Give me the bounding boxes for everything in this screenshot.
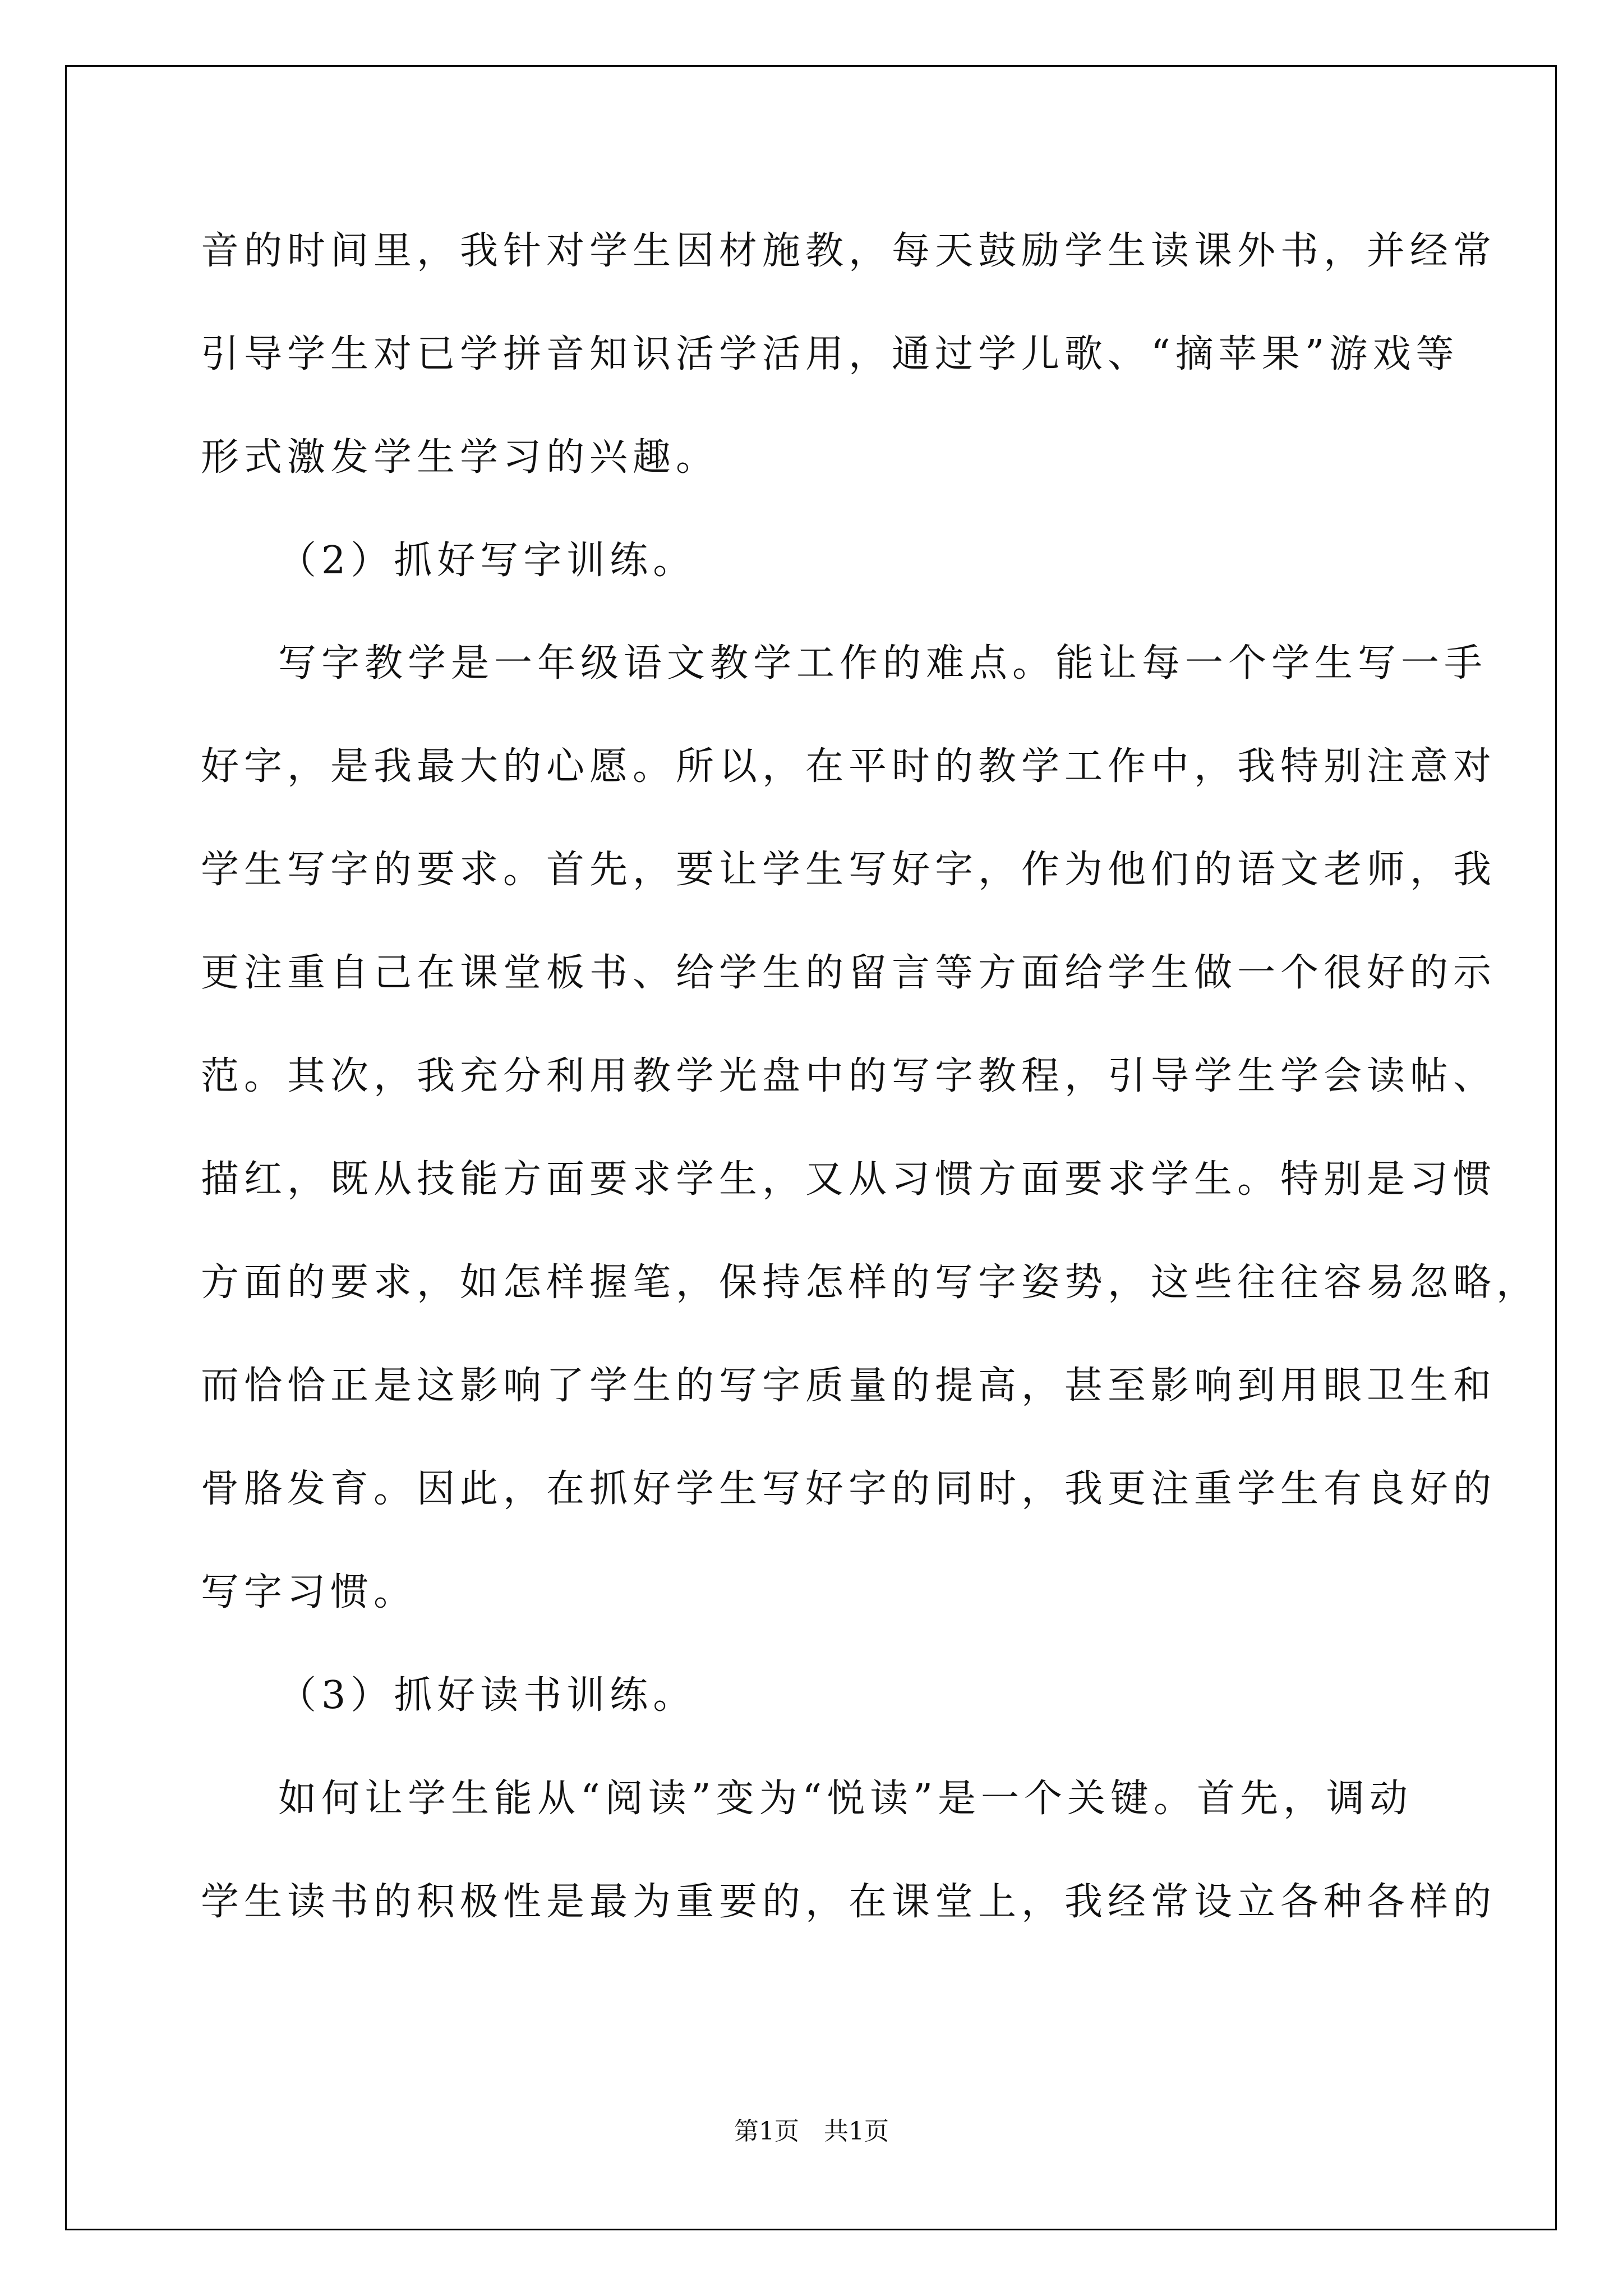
text-line: 方面的要求，如怎样握笔，保持怎样的写字姿势，这些往往容易忽略， (201, 1260, 1540, 1305)
text-line: 形式激发学生学习的兴趣。 (201, 435, 720, 480)
text-line: 学生写字的要求。首先，要让学生写好字，作为他们的语文老师，我 (201, 848, 1497, 892)
section-heading: （2）抓好写字训练。 (278, 539, 697, 583)
text-line: 音的时间里，我针对学生因材施教，每天鼓励学生读课外书，并经常 (201, 229, 1497, 273)
text-line: 描红，既从技能方面要求学生，又从习惯方面要求学生。特别是习惯 (201, 1157, 1497, 1202)
text-line: 写字习惯。 (201, 1570, 417, 1614)
text-line: 好字，是我最大的心愿。所以，在平时的教学工作中，我特别注意对 (201, 744, 1497, 789)
section-heading: （3）抓好读书训练。 (278, 1673, 697, 1718)
text-line: 引导学生对已学拼音知识活学活用，通过学儿歌、“摘苹果”游戏等 (201, 332, 1459, 376)
page-footer: 第1页 共1页 (734, 2117, 889, 2146)
paragraph-first-line: 写字教学是一年级语文教学工作的难点。能让每一个学生写一手 (278, 641, 1488, 685)
text-line: 而恰恰正是这影响了学生的写字质量的提高，甚至影响到用眼卫生和 (201, 1364, 1497, 1408)
text-line: 范。其次，我充分利用教学光盘中的写字教程，引导学生学会读帖、 (201, 1054, 1497, 1098)
text-line: 更注重自己在课堂板书、给学生的留言等方面给学生做一个很好的示 (201, 951, 1497, 995)
paragraph-first-line: 如何让学生能从“阅读”变为“悦读”是一个关键。首先，调动 (278, 1777, 1413, 1821)
text-line: 学生读书的积极性是最为重要的，在课堂上，我经常设立各种各样的 (201, 1880, 1497, 1924)
text-line: 骨胳发育。因此，在抓好学生写好字的同时，我更注重学生有良好的 (201, 1467, 1497, 1511)
